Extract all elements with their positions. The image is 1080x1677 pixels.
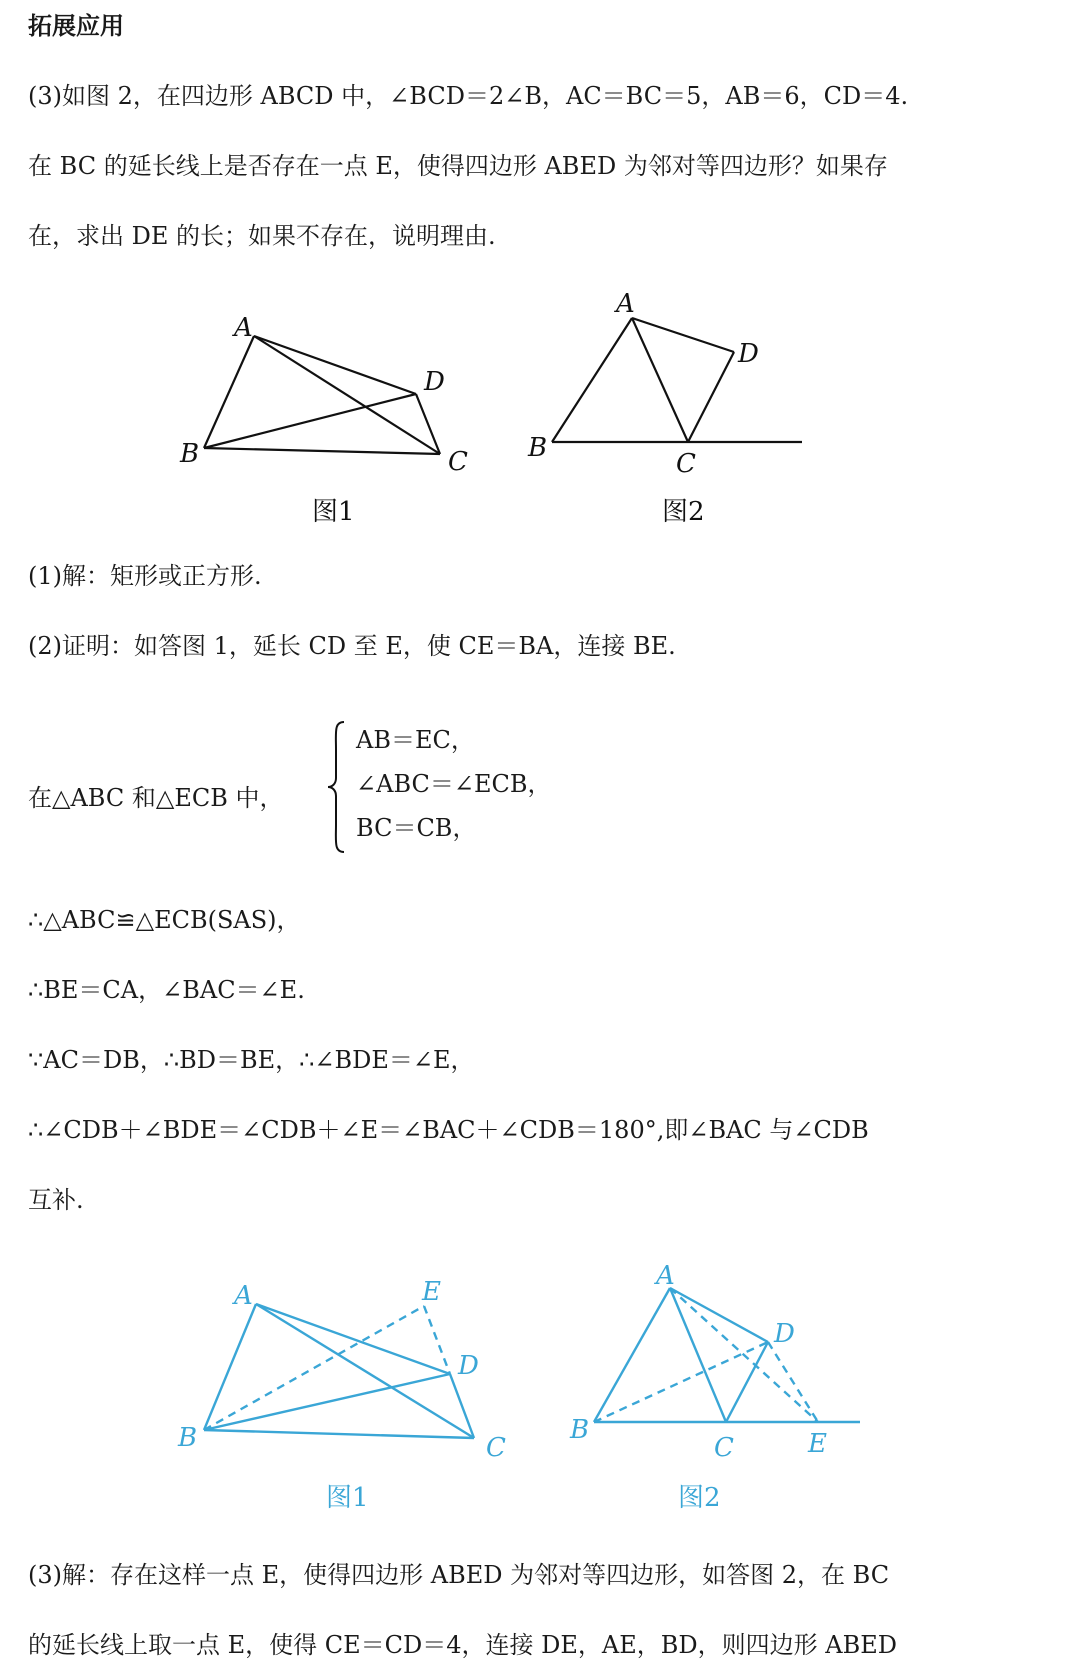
solution-part-1: (1)解：矩形或正方形. [28,562,262,590]
answer-fig1-label-a: A [234,1281,253,1311]
left-brace-icon [326,720,348,854]
answer-fig1-label-c: C [486,1433,506,1463]
figure-2-top [552,318,802,442]
solution-3-line-1: (3)解：存在这样一点 E，使得四边形 ABED 为邻对等四边形，如答图 2，在 BC [28,1561,890,1589]
answer-fig1-caption: 图1 [326,1483,369,1513]
answer-fig1-label-d: D [458,1351,479,1381]
answer-fig2-label-b: B [570,1415,590,1445]
solution-step-3: ∴△ABC≌△ECB(SAS)， [28,906,301,934]
fig1-label-b: B [180,439,200,469]
fig1-caption: 图1 [312,497,355,527]
answer-fig2-label-c: C [714,1433,734,1463]
fig2-label-b: B [528,433,548,463]
solution-part-2: (2)证明：如答图 1，延长 CD 至 E，使 CE＝BA，连接 BE. [28,632,676,660]
answer-fig1-label-e: E [422,1277,441,1307]
figures-top [170,290,890,550]
brace-lead-text: 在△ABC 和△ECB 中， [28,784,284,812]
condition-2: ∠ABC＝∠ECB， [356,770,552,798]
answer-fig2-label-d: D [774,1319,795,1349]
condition-3: BC＝CB， [356,814,477,842]
figure-1-top [204,336,440,454]
fig2-label-a: A [616,290,635,319]
answer-fig2-label-e: E [808,1429,827,1459]
answer-figure-2 [594,1288,860,1422]
solution-3-line-2: 的延长线上取一点 E，使得 CE＝CD＝4，连接 DE，AE，BD，则四边形 ABED [28,1631,898,1659]
figures-answer [160,1260,920,1520]
solution-step-5: ∵AC＝DB，∴BD＝BE，∴∠BDE＝∠E， [28,1046,475,1074]
condition-1: AB＝EC， [356,726,475,754]
fig1-label-a: A [234,313,253,343]
problem-line-2: 在 BC 的延长线上是否存在一点 E，使得四边形 ABED 为邻对等四边形？如果存 [28,152,888,180]
fig2-label-c: C [676,449,696,479]
solution-step-6: ∴∠CDB＋∠BDE＝∠CDB＋∠E＝∠BAC＋∠CDB＝180°,即∠BAC 与∠CDB [28,1116,869,1144]
answer-figure-1 [204,1304,474,1438]
fig1-label-c: C [448,447,468,477]
solution-step-4: ∴BE＝CA，∠BAC＝∠E. [28,976,305,1004]
problem-line-3: 在，求出 DE 的长；如果不存在，说明理由. [28,222,496,250]
solution-step-7: 互补. [28,1186,84,1214]
fig1-label-d: D [424,367,445,397]
problem-line-1: (3)如图 2，在四边形 ABCD 中，∠BCD＝2∠B，AC＝BC＝5，AB＝6，CD＝4. [28,82,909,110]
fig2-label-d: D [738,339,759,369]
fig2-caption: 图2 [662,497,705,527]
answer-fig2-caption: 图2 [678,1483,721,1513]
section-title: 拓展应用 [28,12,124,40]
answer-fig1-label-b: B [178,1423,198,1453]
answer-fig2-label-a: A [656,1261,675,1291]
